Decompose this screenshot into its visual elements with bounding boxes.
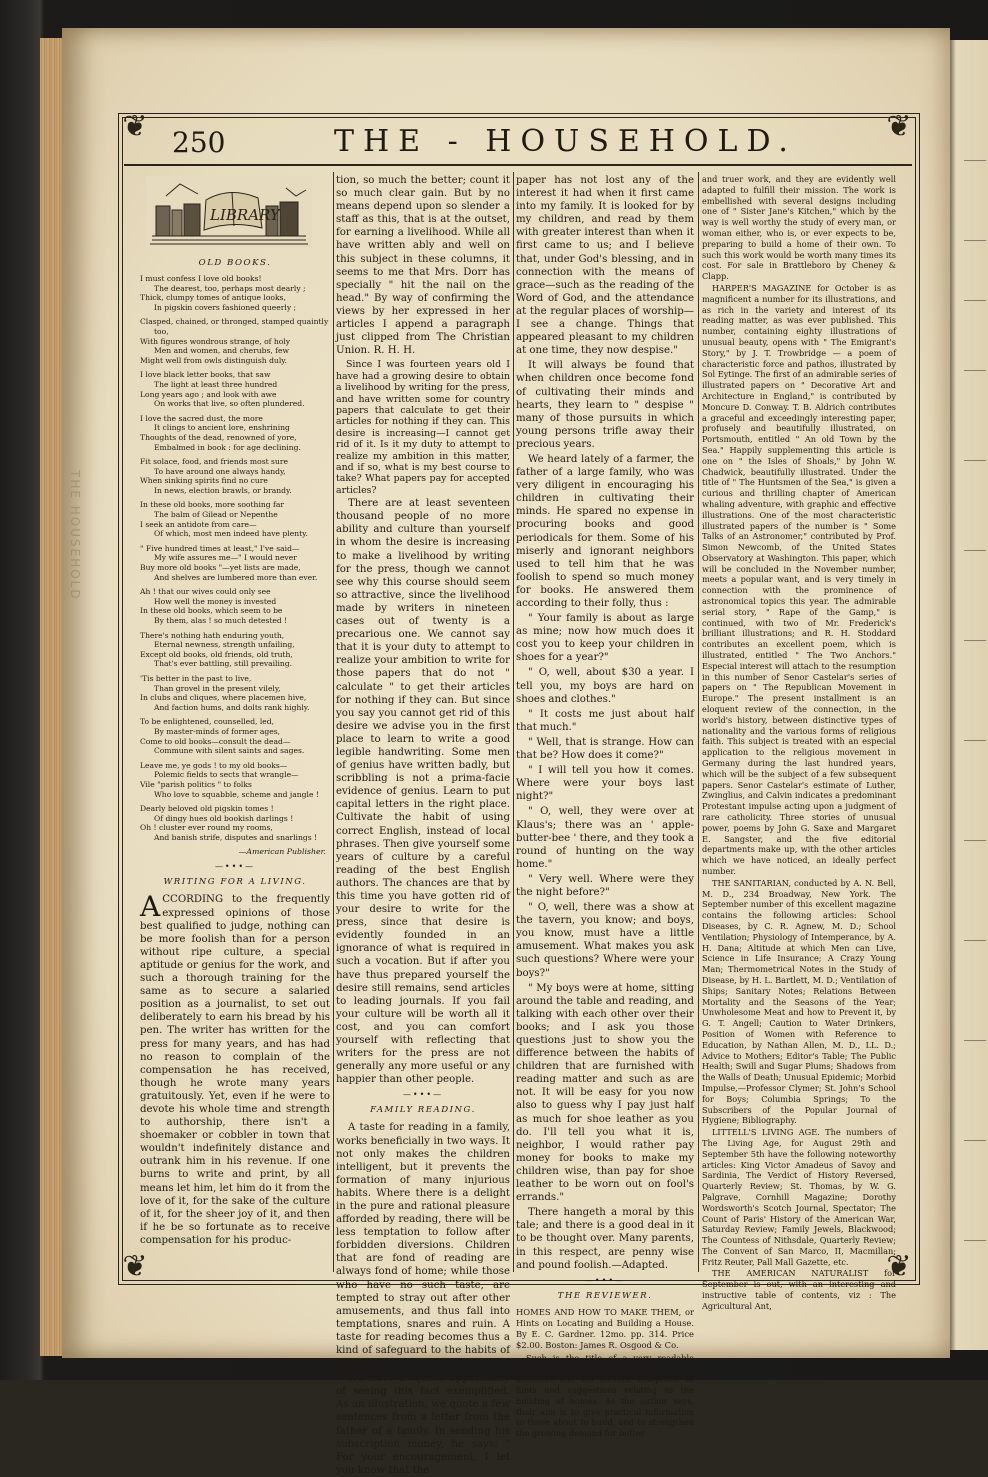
article-title-family-reading: FAMILY READING.: [370, 1105, 476, 1116]
poem-line: Than grovel in the present vilely,: [154, 683, 281, 693]
poem-line: Might well from owls distinguish duly.: [140, 355, 287, 365]
poem-line: When sinking spirits find no cure: [140, 476, 268, 486]
paragraph: We heard lately of a farmer, the father of a large family, who was very diligent in encouraging his children in cultivating their minds. He spared no expense in procuring books and good periodicals for them. Some of his miserly and ignorant neighbors used to tell him that he was foolish to spend so much money for books. He answered them according to their folly, thus :: [516, 453, 694, 609]
paragraph: " My boys were at home, sitting around the table and reading, and talking with each other over their books; and I ask you those questions just to show you the difference between the habits of children that are furnished with reading matter and such as are not. It will be easy for you now also to guess why I pay just half as much for shoe leather as you do. I'll tell you what it is, neighbor, I would rather pay money for books to make my children wise, than pay for shoe leather to be worn out on fool's errands.": [516, 982, 694, 1204]
paragraph: paper has not lost any of the interest it had when it first came into my family. It is looked for by my children, and read by them with greater interest than when it first came to us; and I believe that, under God's blessing, and in connection with the means of grace—such as the reading of the Word of God, and the attendance at the regular places of worship—I see a change. Things that appeared pleasant to my children at one time, they now despise.": [516, 175, 694, 357]
paragraph: " Your family is about as large as mine; now how much does it cost you to keep your children in shoes for a year?": [516, 613, 694, 664]
poem-line: Dearly beloved old pigskin tomes !: [140, 804, 274, 814]
poem-line: Of dingy hues old bookish darlings !: [154, 813, 294, 823]
poem-stanza: [140, 761, 330, 799]
poem-stanza: [140, 500, 330, 538]
review-littells: LITTELL'S LIVING AGE. The numbers of The Living Age, for August 29th and September 5th have the following noteworthy articles: King Victor Amadeus of Savoy and Sardinia, The Verdict of History Reversed, Quarterly Review; St. Thomas, by W. G. Palgrave, Cornhill Magazine; Dorothy Wordsworth's Scotch Journal, Spectator; The Count of Paris' History of the American War, Saturday Review; Family Jewels, Blackwood; The Countess of Nithsdale, Quarterly Review; The Convent of San Marco, II, Macmillan; Fritz Reuter, Pall Mall Gazette, etc.: [702, 1127, 896, 1267]
poem-line: Men and women, and cherubs, few: [154, 346, 289, 356]
review-naturalist: THE AMERICAN NATURALIST for September is out, with an interesting and instructive table of contents, viz : The Agricultural Ant,: [702, 1268, 896, 1311]
poem-line: In clubs and cliques, where placemen hive,: [140, 693, 307, 703]
spine-show-through: THE HOUSEHOLD: [68, 470, 82, 601]
review-harpers: HARPER'S MAGAZINE for October is as magnificent a number for its illustrations, and as rich in the variety and interest of its reading matter, as was ever published. This number, containing eighty illustrations of unusual beauty, opens with " The Emigrant's Story," by J. T. Trowbridge — a poem of characteristic force and pathos, illustrated by Sol Eytinge. The first of an admirable series of illustrated papers on " Decorative Art and Architecture in England," is contributed by Moncure D. Conway. T. B. Aldrich contributes a graceful and exceedingly interesting paper, profusely and beautifully illustrated, on Portsmouth, entitled " An old Town by the Sea." Happily supplementing this article is one on " the Isles of Shoals," by John W. Chadwick, beautifully illustrated. Under the title of " The Huntsmen of the Sea," is given a curious and thrilling chapter of American whaling adventure, with graphic and effective illustrations. One of the most characteristic illustrated papers of the number is " Some Talks of an Astronomer," contributed by Prof. Simon Newcomb, of the United States Observatory at Washington. This paper, which will be concluded in the November number, meets a popular want, and is very timely in connection with the prominence of astronomical topics this year. The admirable serial story, " Rape of the Gamp," is continued, with two of Mr. Frederick's brilliant illustrations; and R. H. Stoddard contributes an excellent poem, which is illustrated, entitled " The Two Anchors." Especial interest will attach to the resumption in this number of Senor Castelar's series of papers on " The Republican Movement in Europe." The present installment is an eloquent review of the connection, in the world's history, between distinctive types of nationality and the various forms of religious faith. This subject is treated with an especial application to the religious movement in Germany during the last hundred years, which will be the subject of a few subsequent papers. Senor Castelar's estimate of Luther, Zwinglius, and Calvin indicates a predominant Protestant impulse acting upon a judgment of rare catholicity. Three stories of unusual power, poems by John G. Saxe and Margaret E. Sangster, and the five editorial departments make up, with the other articles which we have noticed, an ideally perfect number.: [702, 282, 896, 876]
poem-line: My wife assures me—" I would never: [154, 553, 297, 563]
paragraph: tion, so much the better; count it so much clear gain. But by no means depend upon so slender a staff as this, that is at the outset, for earning a livelihood. While all have written ably and well on this subject in these columns, it seems to me that Mrs. Dorr has specially " hit the nail on the head." By way of confirming the views by her expressed in her articles I append a paragraph just clipped from The Christian Union. R. H. H.: [336, 175, 510, 357]
poem-line: To be enlightened, counselled, led,: [140, 717, 275, 727]
page-number: 250: [172, 126, 226, 159]
poem-line: By them, alas ! so much detested !: [154, 616, 288, 625]
paragraph: " It costs me just about half that much.": [516, 708, 694, 733]
poem-line: I seek an antidote from care—: [140, 519, 257, 529]
poem-line: The balm of Gilead or Nepenthe: [154, 510, 278, 520]
quoted-letter: Since I was fourteen years old I have had a growing desire to obtain a livelihood by writing for the press, and have written some for country papers that calculate to get their articles for nothing if they can. This desire is increasing—I cannot get rid of it. Is it my duty to attempt to realize my ambition in this matter, and if so, what is my best course to take? What papers pay for accepted articles?: [336, 359, 510, 496]
poem-line: Embalmed in book : for age declining.: [154, 442, 301, 452]
paragraph: " O, well, they were over at Klaus's; there was an ' apple-butter-bee ' there, and they took a round of hunting on the way home.": [516, 806, 694, 870]
poem-stanza: [140, 544, 330, 582]
column-4: [702, 174, 896, 1311]
poem-line: I love black letter books, that saw: [140, 370, 271, 380]
column-rule: [333, 172, 334, 1272]
dropcap: A: [140, 890, 161, 924]
paragraph: " O, well, about $30 a year. I tell you, my boys are hard on shoes and clothes.": [516, 667, 694, 705]
poem-line: Thoughts of the dead, renowned of yore,: [140, 432, 297, 442]
paragraph: There are at least seventeen thousand people of no more ability and culture than yourself in whom the desire is increasing to make a livelihood by writing for the press, though we cannot see why this course should seem so attractive, since the livelihood made by writers in nineteen cases out of twenty is a precarious one. We cannot say that it is your duty to attempt to realize your ambition to write for those papers that do not " calculate " to get their articles for nothing if they can. But since you say you cannot get rid of this desire we advise you in the first place to learn to write a good legible handwriting. Some men of genius have written badly, but scribbling is not a prima-facie evidence of genius. Learn to put capital letters in the right place. Cultivate the habit of using correct English, instead of local phrases. Then give yourself some years of culture by a careful reading of the best English authors. The chances are that by this time you have gotten rid of your desire to write for the press, since that desire is evidently founded in an ignorance of what is required in such a vocation. But if after you have thus prepared yourself the desire still remains, send articles to leading journals. If you fail your culture will be worth all it cost, and you can comfort yourself with reflecting that writers for the press are not generally any more useful or any happier than other people.: [336, 498, 510, 1086]
divider: —•••—: [214, 862, 256, 872]
poem-line: By master-minds of former ages,: [154, 726, 281, 736]
poem-line: Come to old books—consult the dead—: [140, 736, 291, 746]
column-rule: [698, 172, 699, 1272]
poem-stanza: [140, 457, 330, 495]
masthead-title: THE - HOUSEHOLD.: [334, 124, 797, 159]
poem-stanza: [140, 370, 330, 408]
poem-line: too,: [154, 326, 169, 336]
poem-stanza: [140, 804, 330, 842]
corner-ornament-bottom-right: ❦: [886, 1249, 912, 1284]
corner-ornament-top-left: ❦: [122, 109, 148, 144]
paragraph: A taste for reading in a family, works beneficially in two ways. It not only makes the children intelligent, but it prevents the formation of many injurious habits. Where there is a delight in the pure and rational pleasure afforded by reading, there will be less temptation to follow after forbidden diversions. Children that are fond of reading are always fond of home; while those who have no such taste, are tempted to stray out after other amusements, and thus fall into temptations, snares and ruin. A taste for reading becomes thus a kind of safeguard to the habits of children.: [336, 1122, 510, 1370]
poem-stanza: [140, 317, 330, 365]
divider: —•••—: [584, 1275, 626, 1285]
article-title-writing: WRITING FOR A LIVING.: [163, 877, 307, 888]
poem-line: In pigskin covers fashioned queerly ;: [154, 302, 297, 312]
poem-stanza: [140, 674, 330, 712]
library-engraving-art: [146, 176, 312, 248]
poem-line: Polemic fields to sects that wrangle—: [154, 770, 299, 780]
poem-line: Oh ! cluster ever round my rooms,: [140, 823, 273, 833]
poem-stanza: [140, 274, 330, 312]
poem-line: In these old books, more soothing far: [140, 500, 285, 510]
poem-line: In news, election brawls, or brandy.: [154, 485, 292, 495]
paragraph: " Well, that is strange. How can that be? How does it come?": [516, 736, 694, 762]
poem-line: How well the money is invested: [154, 596, 277, 606]
column-rule: [513, 172, 514, 1272]
poem-line: Of which, most men indeed have plenty.: [154, 529, 308, 539]
poem-line: Leave me, ye gods ! to my old books—: [140, 760, 288, 770]
poem-line: That's ever battling, still prevailing.: [154, 659, 293, 669]
divider: —•••—: [402, 1090, 444, 1100]
review-heading: HOMES AND HOW TO MAKE THEM, or Hints on Locating and Building a House. By E. C. Gardner. 12mo. pp. 314. Price $2.00. Boston: James R. Osgood & Co.: [516, 1306, 694, 1350]
poem-line: Buy more old books "—yet lists are made,: [140, 563, 301, 573]
paragraph: " Very well. Where were they the night before?": [516, 873, 694, 898]
poem-line: Except old books, old friends, old truth,: [140, 649, 293, 659]
column-1: [140, 174, 330, 1274]
facing-page-edge: [950, 40, 988, 1350]
poem-line: Fit solace, food, and friends most sure: [140, 457, 288, 467]
review-sanitarian: THE SANITARIAN, conducted by A. N. Bell, M. D., 234 Broadway, New York. The September number of this excellent magazine contains the following articles: School Diseases, by C. R. Agnew, M. D.; School Ventilation; Physiology of Intemperance, by A. H. Dana; Altitude at which Men can Live, Science in Life Insurance; A Crazy Young Man; Thermometrical Notes in the Study of Disease, by H. L. Bartlett, M. D.; Ventilation of Ships; Sanitary Notes; Relations Between Mortality and the Seasons of the Year; Unwholesome Meat and how to Prevent it, by G. T. Angell; Caution to Water Drinkers, Position of Women with Reference to Education, by Nathan Allen, M. D., LL. D.; Advice to Mothers; Editor's Table; The Public Health; Swill and Sugar Plums; Shadows from the Walls of Death; Unusual Epidemic; Morbid Impulse,—Professor Clymer; St. John's School for Boys; Columbia Springs; To the Subscribers of the Popular Journal of Hygiene; Bibliography.: [702, 877, 896, 1126]
poem-line: Commune with silent saints and sages.: [154, 746, 305, 756]
poem-line: And shelves are lumbered more than ever.: [154, 572, 318, 582]
paragraph: There hangeth a moral by this tale; and there is a good deal in it to be thought over. Many parents, in this respect, are penny wise and pound foolish.—Adapted.: [516, 1207, 694, 1271]
article-writing-text: [140, 890, 330, 1247]
poem-line: In these old books, which seem to be: [140, 606, 283, 616]
paragraph: It will always be found that when children once become fond of cultivating their minds and hearts, they learn to " despise " many of those pursuits in which young persons trifle away their precious years.: [516, 360, 694, 450]
poem-stanza: [140, 587, 330, 625]
poem-line: It clings to ancient lore, enshrining: [154, 423, 290, 433]
poem-stanza: [140, 414, 330, 452]
poem-line: I must confess I love old books!: [140, 274, 262, 283]
poem-stanza: [140, 717, 330, 755]
poem-old-books: [140, 274, 330, 842]
poem-title: OLD BOOKS.: [198, 258, 272, 268]
poem-line: There's nothing hath enduring youth,: [140, 630, 285, 640]
library-engraving: [146, 176, 312, 248]
article-writing-body: CCORDING to the frequently expressed opinions of those best qualified to judge, nothing can be more foolish than for a person without ripe culture, a special aptitude or genius for the work, and such a thorough training for the same as to secure a salaried position as a journalist, to set out deliberately to earn his bread by his pen. The writer has written for the press for many years, and has had no reason to complain of the compensation he has received, though he wrote many years gratuitously. Yet, even if he were to devote his whole time and strength to authorship, there isn't a shoemaker or cobbler in town that wouldn't indefinitely distance and outrank him in his revenue. If one burns to write and print, by all means let him, let him do it from the love of it, for the sake of the culture of it, for the sheer joy of it, and then if he be so fortunate as to receive compensation for his produc-: [140, 894, 330, 1246]
poem-line: Long years ago ; and look with awe: [140, 389, 277, 399]
poem-line: 'Tis better in the past to live,: [140, 673, 252, 683]
poem-stanza: [140, 631, 330, 669]
poem-line: " Five hundred times at least," I've said—: [140, 543, 300, 553]
page-header: [124, 120, 912, 166]
paragraph: " O, well, there was a show at the tavern, you know; and boys, you know, must have a little amusement. What makes you ask such questions? Where were your boys?": [516, 902, 694, 979]
library-label: LIBRARY: [210, 206, 280, 224]
poem-line: Eternal newness, strength unfailing,: [154, 640, 295, 650]
poem-line: On works that live, so often plundered.: [154, 399, 305, 409]
paragraph: " I will tell you how it comes. Where were your boys last night?": [516, 765, 694, 803]
poem-line: Ah ! that our wives could only see: [140, 587, 271, 597]
poem-line: And banish strife, disputes and snarlings !: [154, 832, 318, 842]
poem-attribution: —American Publisher.: [238, 847, 326, 857]
poem-line: I love the sacred dust, the more: [140, 413, 263, 423]
column-3: [516, 174, 694, 1439]
poem-line: And faction hums, and dolts rank highly.: [154, 702, 310, 712]
poem-line: To have around one always handy,: [154, 466, 286, 476]
corner-ornament-top-right: ❦: [886, 109, 912, 144]
column-2: [336, 174, 510, 1476]
paragraph: We have frequent opportunity of seeing this fact exemplified. As an illustration, we quote a few sentences from a letter from the father of a family. In sending his subscription money, he says: " For your encouragement, I let you know that the: [336, 1373, 510, 1476]
poem-line: Thick, clumpy tomes of antique looks,: [140, 293, 286, 303]
paragraph: and truer work, and they are evidently well adapted to fulfill their mission. The work is embellished with several designs including one of " Sister Jane's Kitchen," which by the way is well worthy the study of every man, or woman either, who is, or ever expects to be, preparing to build a home of their own. To such this work would be worth many times its cost. For sale in Brattleboro by Cheney & Clapp.: [702, 174, 896, 282]
poem-line: Vile "parish politics " to folks: [140, 779, 252, 789]
corner-ornament-bottom-left: ❦: [122, 1249, 148, 1284]
article-title-reviewer: THE REVIEWER.: [557, 1290, 653, 1301]
poem-line: The light at least three hundred: [154, 379, 278, 389]
poem-line: With figures wondrous strange, of holy: [140, 336, 291, 346]
review-text: Such is the title of a very readable volume consisting of letters between an architect and his friends, composed of hints and suggestions relating to the building of homes. As the author says, their aim is to give practical information to those about to build, and to strengthen the growing demand for better: [516, 1352, 694, 1439]
poem-line: Who love to squabble, scheme and jangle !: [154, 789, 319, 799]
poem-line: Clasped, chained, or thronged, stamped quaintly: [140, 317, 329, 327]
poem-line: The dearest, too, perhaps most dearly ;: [154, 283, 306, 293]
